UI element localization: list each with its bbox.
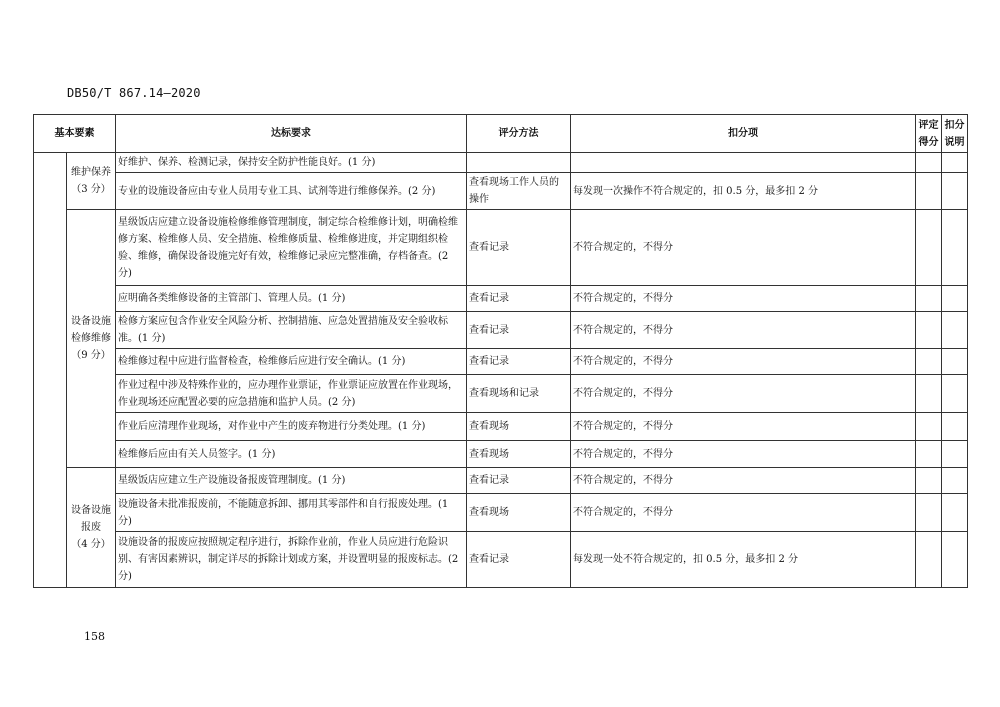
table-row [34, 441, 968, 468]
header-method: 评分方法 [467, 115, 571, 153]
requirement-cell: 设施设备未批准报废前，不能随意拆卸、挪用其零部件和自行报废处理。(1 分) [116, 494, 467, 532]
deduction-cell: 每发现一处不符合规定的，扣 0.5 分，最多扣 2 分 [571, 532, 916, 588]
score-cell [916, 173, 942, 210]
score-cell [916, 210, 942, 286]
method-cell: 查看记录 [467, 286, 571, 312]
method-cell: 查看现场工作人员的操作 [467, 173, 571, 210]
deduction-cell: 不符合规定的，不得分 [571, 210, 916, 286]
table-row [34, 312, 968, 349]
requirement-cell: 检维修后应由有关人员签字。(1 分) [116, 441, 467, 468]
requirement-cell: 检修方案应包含作业安全风险分析、控制措施、应急处置措施及安全验收标准。(1 分) [116, 312, 467, 349]
method-cell: 查看记录 [467, 468, 571, 494]
score-cell [916, 286, 942, 312]
requirement-cell: 好维护、保养、检测记录，保持安全防护性能良好。(1 分) [116, 153, 467, 173]
element-cell-repair [67, 210, 116, 468]
score-cell [916, 494, 942, 532]
note-cell [942, 532, 968, 588]
parent-element-cell [34, 153, 67, 588]
element-cell-maintenance [67, 153, 116, 210]
element-points: （3 分） [71, 184, 111, 195]
score-cell [916, 375, 942, 413]
deduction-cell: 不符合规定的，不得分 [571, 441, 916, 468]
note-cell [942, 441, 968, 468]
deduction-cell: 不符合规定的，不得分 [571, 375, 916, 413]
score-cell [916, 413, 942, 441]
score-cell [916, 441, 942, 468]
note-cell [942, 312, 968, 349]
method-cell: 查看现场和记录 [467, 375, 571, 413]
method-cell: 查看记录 [467, 210, 571, 286]
table-row [34, 494, 968, 532]
deduction-cell: 不符合规定的，不得分 [571, 413, 916, 441]
note-cell [942, 153, 968, 173]
table-row [34, 468, 968, 494]
requirement-cell: 应明确各类维修设备的主管部门、管理人员。(1 分) [116, 286, 467, 312]
table-row [34, 173, 968, 210]
table-row [34, 210, 968, 286]
note-cell [942, 210, 968, 286]
element-points: （9 分） [71, 350, 111, 361]
requirement-cell: 设施设备的报废应按照规定程序进行，拆除作业前，作业人员应进行危险识别、有害因素辨识，制定详尽的拆除计划或方案，并设置明显的报废标志。(2 分) [116, 532, 467, 588]
deduction-cell: 不符合规定的，不得分 [571, 494, 916, 532]
header-element: 基本要素 [34, 115, 116, 153]
note-cell [942, 375, 968, 413]
score-cell [916, 349, 942, 375]
method-cell: 查看记录 [467, 532, 571, 588]
requirement-cell: 作业过程中涉及特殊作业的，应办理作业票证，作业票证应放置在作业现场，作业现场还应配置必要的应急措施和监护人员。(2 分) [116, 375, 467, 413]
note-cell [942, 349, 968, 375]
table-row [34, 375, 968, 413]
note-cell [942, 413, 968, 441]
element-name: 设备设施报废 [71, 505, 111, 533]
element-name: 设备设施检修维修 [71, 316, 111, 344]
header-score: 评定得分 [916, 115, 942, 153]
method-cell: 查看记录 [467, 349, 571, 375]
table-row [34, 153, 968, 173]
header-note: 扣分说明 [942, 115, 968, 153]
method-cell: 查看现场 [467, 441, 571, 468]
requirement-cell: 作业后应清理作业现场，对作业中产生的废弃物进行分类处理。(1 分) [116, 413, 467, 441]
element-cell-scrap [67, 468, 116, 588]
method-cell [467, 153, 571, 173]
score-cell [916, 312, 942, 349]
method-cell: 查看现场 [467, 494, 571, 532]
score-cell [916, 532, 942, 588]
note-cell [942, 494, 968, 532]
standards-table [33, 114, 968, 588]
score-cell [916, 468, 942, 494]
method-cell: 查看现场 [467, 413, 571, 441]
note-cell [942, 173, 968, 210]
score-cell [916, 153, 942, 173]
document-code: DB50/T 867.14—2020 [67, 86, 201, 100]
table-row [34, 532, 968, 588]
element-name: 维护保养 [71, 167, 111, 178]
table-row [34, 286, 968, 312]
method-cell: 查看记录 [467, 312, 571, 349]
page-number: 158 [84, 630, 105, 643]
deduction-cell: 不符合规定的，不得分 [571, 286, 916, 312]
header-requirement: 达标要求 [116, 115, 467, 153]
deduction-cell [571, 153, 916, 173]
requirement-cell: 专业的设施设备应由专业人员用专业工具、试剂等进行维修保养。(2 分) [116, 173, 467, 210]
deduction-cell: 不符合规定的，不得分 [571, 349, 916, 375]
table-row [34, 349, 968, 375]
deduction-cell: 不符合规定的，不得分 [571, 312, 916, 349]
header-row [34, 115, 968, 153]
element-points: （4 分） [71, 539, 111, 550]
note-cell [942, 468, 968, 494]
deduction-cell: 每发现一次操作不符合规定的，扣 0.5 分，最多扣 2 分 [571, 173, 916, 210]
table-row [34, 413, 968, 441]
requirement-cell: 检维修过程中应进行监督检查，检维修后应进行安全确认。(1 分) [116, 349, 467, 375]
deduction-cell: 不符合规定的，不得分 [571, 468, 916, 494]
requirement-cell: 星级饭店应建立设备设施检修维修管理制度，制定综合检维修计划，明确检维修方案、检维修人员、安全措施、检维修质量、检维修进度，并定期组织检验、维修，确保设备设施完好有效，检维修记录应完整准确，存档备查。(2 分) [116, 210, 467, 286]
header-deduction: 扣分项 [571, 115, 916, 153]
requirement-cell: 星级饭店应建立生产设施设备报废管理制度。(1 分) [116, 468, 467, 494]
note-cell [942, 286, 968, 312]
